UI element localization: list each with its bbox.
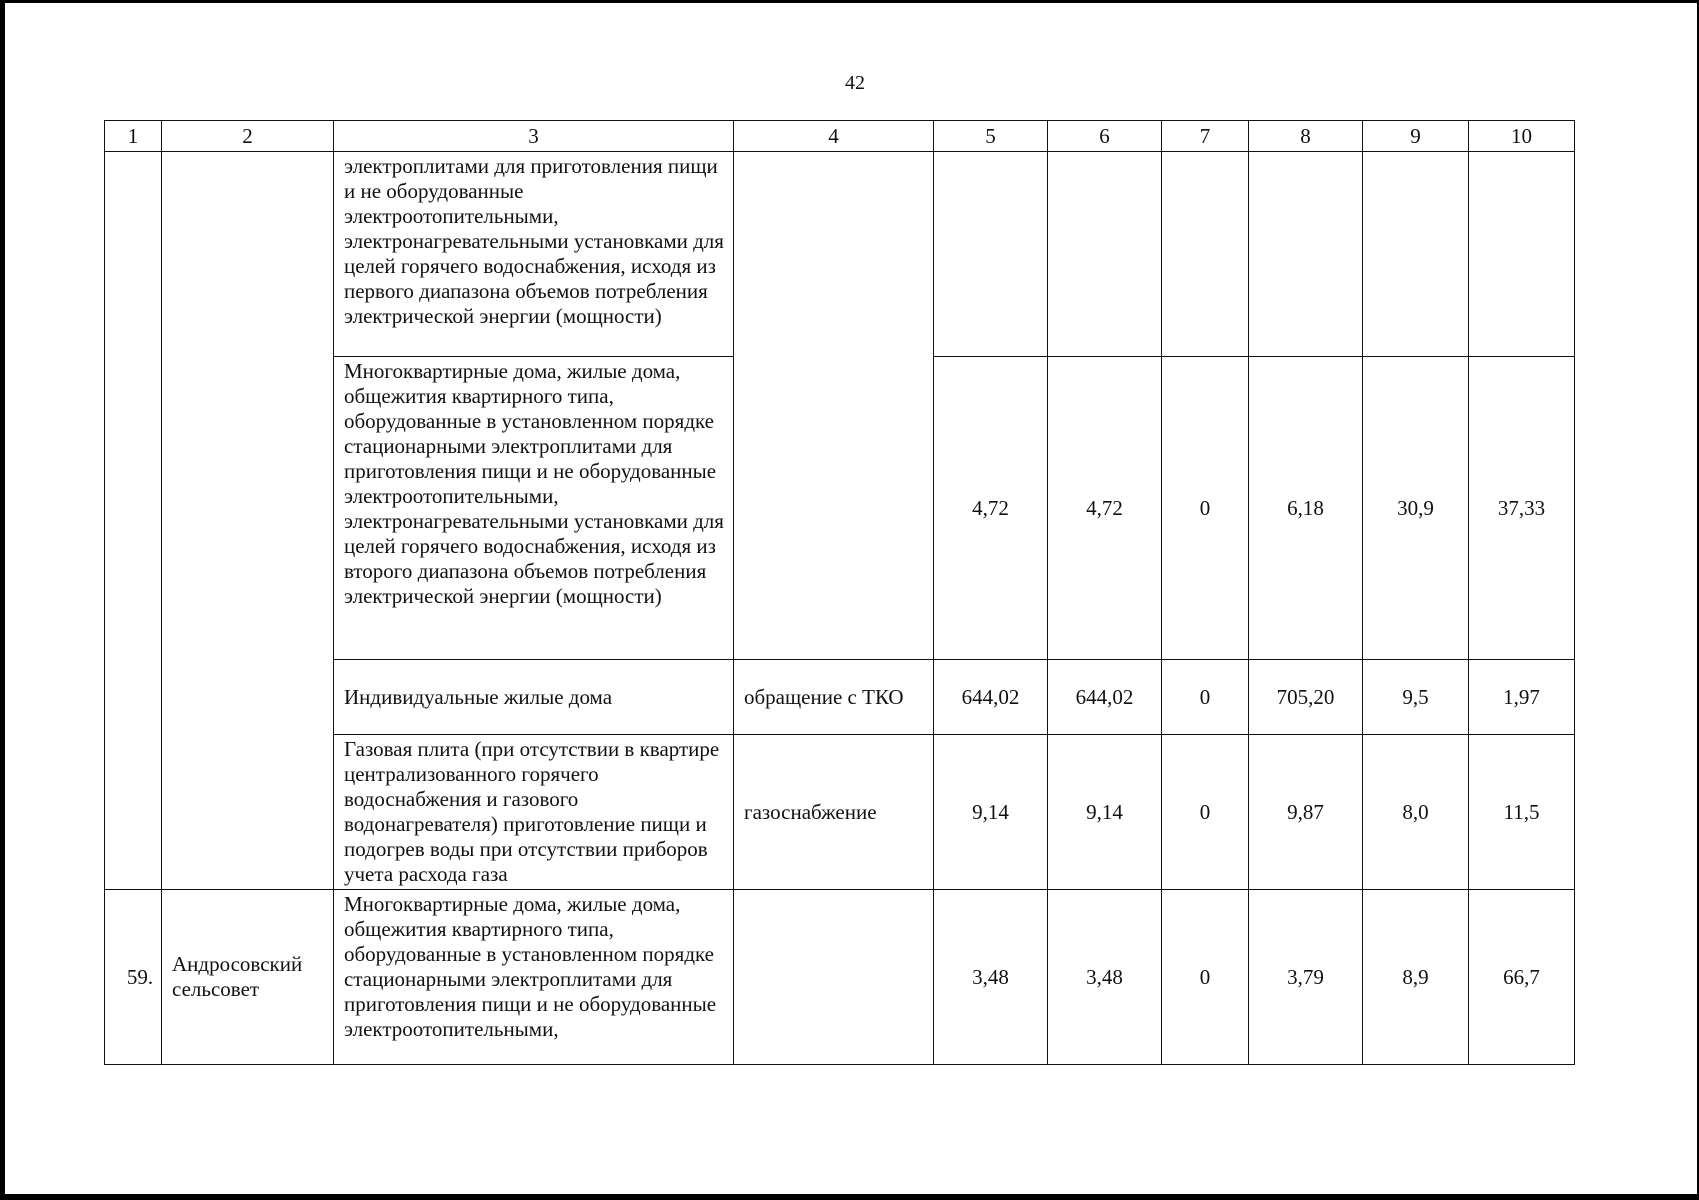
tariff-table bbox=[104, 120, 1575, 1065]
header-cell: 8 bbox=[1249, 121, 1363, 152]
consumer-category-cell: Газовая плита (при отсутствии в квартире централизованного горячего водоснабжения и газового водонагревателя) приготовление пищи и подогрев воды при отсутствии приборов учета расхода газа bbox=[334, 735, 734, 890]
header-cell: 5 bbox=[934, 121, 1048, 152]
value-cell: 0 bbox=[1162, 890, 1249, 1065]
value-cell bbox=[1048, 152, 1162, 357]
value-cell bbox=[1249, 152, 1363, 357]
header-cell: 10 bbox=[1469, 121, 1575, 152]
header-cell: 9 bbox=[1363, 121, 1469, 152]
value-cell: 6,18 bbox=[1249, 357, 1363, 660]
value-cell: 4,72 bbox=[934, 357, 1048, 660]
value-cell: 644,02 bbox=[1048, 660, 1162, 735]
value-cell: 9,87 bbox=[1249, 735, 1363, 890]
service-cell: обращение с ТКО bbox=[734, 660, 934, 735]
header-row bbox=[105, 121, 1575, 152]
value-cell bbox=[1162, 152, 1249, 357]
value-cell bbox=[934, 152, 1048, 357]
consumer-category-cell: Индивидуальные жилые дома bbox=[334, 660, 734, 735]
value-cell: 11,5 bbox=[1469, 735, 1575, 890]
header-cell: 7 bbox=[1162, 121, 1249, 152]
value-cell bbox=[1469, 152, 1575, 357]
value-cell: 9,14 bbox=[934, 735, 1048, 890]
table-row bbox=[105, 890, 1575, 1065]
value-cell: 1,97 bbox=[1469, 660, 1575, 735]
consumer-category-cell: Многоквартирные дома, жилые дома, общежития квартирного типа, оборудованные в установленном порядке стационарными электроплитами для приготовления пищи и не оборудованные электроотопительными, электронагревательными установками для целей горячего водоснабжения, исходя из второго диапазона объемов потребления электрической энергии (мощности) bbox=[334, 357, 734, 660]
page-number: 42 bbox=[845, 72, 865, 94]
value-cell: 705,20 bbox=[1249, 660, 1363, 735]
value-cell: 644,02 bbox=[934, 660, 1048, 735]
service-cell: газоснабжение bbox=[734, 735, 934, 890]
service-cell bbox=[734, 890, 934, 1065]
value-cell: 8,9 bbox=[1363, 890, 1469, 1065]
value-cell: 0 bbox=[1162, 357, 1249, 660]
settlement-cell: Андросовский сельсовет bbox=[162, 890, 334, 1065]
value-cell: 3,48 bbox=[1048, 890, 1162, 1065]
header-cell: 3 bbox=[334, 121, 734, 152]
scan-border-left bbox=[0, 0, 5, 1200]
scan-border-bottom bbox=[0, 1194, 1699, 1200]
header-cell: 2 bbox=[162, 121, 334, 152]
value-cell: 9,14 bbox=[1048, 735, 1162, 890]
value-cell: 9,5 bbox=[1363, 660, 1469, 735]
value-cell: 37,33 bbox=[1469, 357, 1575, 660]
value-cell: 3,79 bbox=[1249, 890, 1363, 1065]
row-number-cell bbox=[105, 152, 162, 890]
value-cell: 66,7 bbox=[1469, 890, 1575, 1065]
consumer-category-cell: Многоквартирные дома, жилые дома, общежития квартирного типа, оборудованные в установленном порядке стационарными электроплитами для приготовления пищи и не оборудованные электроотопительными, bbox=[334, 890, 734, 1065]
table-row bbox=[105, 152, 1575, 357]
header-cell: 1 bbox=[105, 121, 162, 152]
value-cell: 30,9 bbox=[1363, 357, 1469, 660]
value-cell: 3,48 bbox=[934, 890, 1048, 1065]
value-cell bbox=[1363, 152, 1469, 357]
service-cell bbox=[734, 152, 934, 660]
row-number-cell: 59. bbox=[105, 890, 162, 1065]
value-cell: 0 bbox=[1162, 660, 1249, 735]
settlement-cell bbox=[162, 152, 334, 890]
consumer-category-cell: электроплитами для приготовления пищи и не оборудованные электроотопительными, электронагревательными установками для целей горячего водоснабжения, исходя из первого диапазона объемов потребления электрической энергии (мощности) bbox=[334, 152, 734, 357]
header-cell: 6 bbox=[1048, 121, 1162, 152]
value-cell: 0 bbox=[1162, 735, 1249, 890]
value-cell: 8,0 bbox=[1363, 735, 1469, 890]
scan-border-top bbox=[0, 0, 1699, 3]
header-cell: 4 bbox=[734, 121, 934, 152]
value-cell: 4,72 bbox=[1048, 357, 1162, 660]
